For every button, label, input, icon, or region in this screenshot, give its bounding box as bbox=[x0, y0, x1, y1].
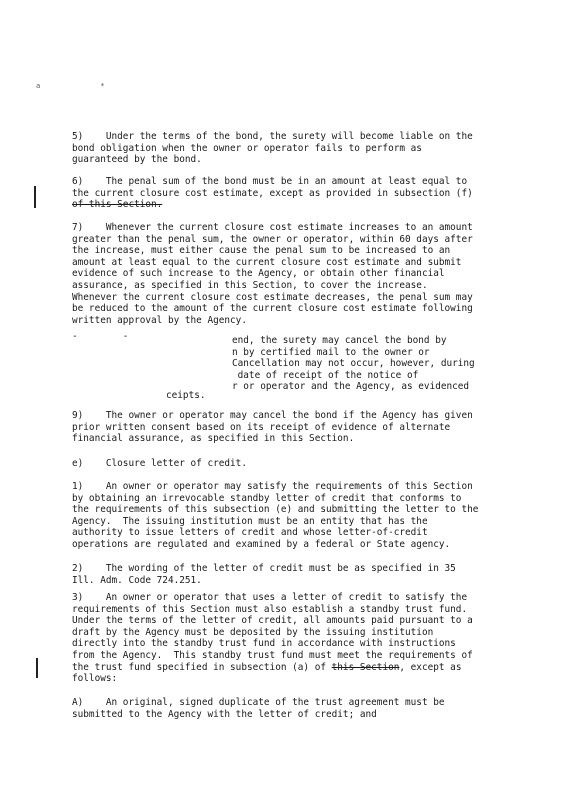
paragraph-8-fragment-bottom: ceipts. bbox=[166, 390, 206, 401]
change-bar bbox=[34, 186, 36, 208]
text: the trust fund specified in subsection (a) of bbox=[72, 661, 332, 673]
text: , except as bbox=[399, 661, 462, 673]
paragraph-e3: 3) An owner or operator that uses a letter of credit to satisfy the requirements of this Section must also establish a standby trust fund. Under the terms of the letter of credit, all amounts paid pursuant to a draft by the Agency must be deposited by the issuing institution directly into the standby trust fund in accordance with instructions from the Agency. This standby trust fund must meet the requirements of bbox=[72, 592, 473, 661]
header-marks: a * bbox=[36, 82, 133, 90]
change-bar bbox=[36, 658, 38, 678]
section-e-heading: e) Closure letter of credit. bbox=[72, 458, 247, 469]
paragraph-7: 7) Whenever the current closure cost estimate increases to an amount greater than the penal sum, the owner or operator, within 60 days after the increase, must either cause the penal sum to be increased to an amount at least equal to the current closure cost estimate and submit evidence of such increase to the Agency, or obtain other financial assurance, as specified in this Section, to cover the increase. Whenever the current closure cost estimate decreases, the penal sum may be reduced to the amount of the current closure cost estimate following written approval by the Agency. bbox=[72, 222, 473, 326]
paragraph-6-line-1: 6) The penal sum of the bond must be in an amount at least equal to bbox=[72, 176, 468, 187]
paragraph-e3-follows: follows: bbox=[72, 673, 118, 685]
paragraph-e3-last-line bbox=[72, 662, 504, 674]
paragraph-eA: A) An original, signed duplicate of the trust agreement must be submitted to the Agency with the letter of credit; and bbox=[72, 697, 445, 720]
struck-text: this Section bbox=[331, 661, 400, 673]
paragraph-9: 9) The owner or operator may cancel the bond if the Agency has given prior written consent based on its receipt of evidence of alternate financial assurance, as specified in this Section. bbox=[72, 410, 473, 445]
paragraph-e1: 1) An owner or operator may satisfy the requirements of this Section by obtaining an irrevocable standby letter of credit that conforms to the requirements of this subsection (e) and submitting the letter to the Agency. The issuing institution must be an entity that has the authority to issue letters of credit and whose letter-of-credit operations are regulated and examined by a federal or State agency. bbox=[72, 481, 479, 550]
paragraph-e2: 2) The wording of the letter of credit must be as specified in 35 Ill. Adm. Code 724.251. bbox=[72, 563, 456, 586]
paragraph-8-fragment-left: - - bbox=[72, 331, 129, 342]
paragraph-5: 5) Under the terms of the bond, the surety will become liable on the bond obligation when the owner or operator fails to perform as guaranteed by the bond. bbox=[72, 131, 473, 166]
paragraph-8-fragment-right: end, the surety may cancel the bond by n by certified mail to the owner or Cancellation may not occur, however, during date of receipt of the notice of r or operator and the Agency, as evidenced bbox=[232, 335, 475, 393]
paragraph-6-line-2: the current closure cost estimate, except as provided in subsection (f) bbox=[72, 187, 473, 199]
struck-text: of this Section. bbox=[72, 199, 163, 211]
paragraph-6-line-3 bbox=[72, 199, 504, 211]
